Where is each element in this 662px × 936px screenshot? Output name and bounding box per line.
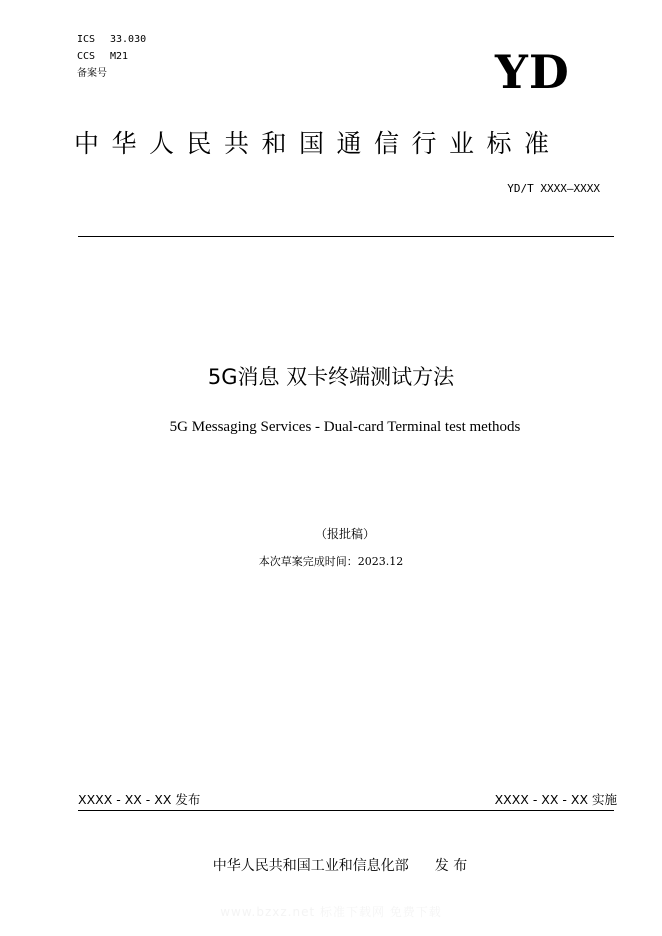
draft-completion-date: 本次草案完成时间：2023.12 bbox=[258, 555, 404, 568]
implement-date: XXXX - XX - XX 实施 bbox=[494, 792, 617, 807]
draft-stage-label: （报批稿） bbox=[314, 527, 375, 541]
bottom-divider bbox=[78, 810, 614, 811]
top-divider bbox=[78, 236, 614, 237]
publish-date: XXXX - XX - XX 发布 bbox=[78, 792, 201, 807]
issuer-name: 中华人民共和国工业和信息化部 bbox=[212, 858, 409, 874]
ccs-value: M21 bbox=[110, 51, 129, 62]
document-title-cn: 5G消息 双卡终端测试方法 bbox=[207, 365, 455, 389]
document-title-en: 5G Messaging Services - Dual-card Terminal test methods bbox=[169, 419, 521, 435]
yd-logo: YD bbox=[495, 45, 570, 99]
ics-row bbox=[77, 31, 146, 48]
ics-value: 33.030 bbox=[110, 34, 147, 45]
standard-category-title: 中华人民共和国通信行业标准 bbox=[74, 129, 562, 158]
record-row bbox=[77, 65, 146, 82]
classification-block bbox=[77, 31, 146, 82]
ccs-row bbox=[77, 48, 146, 65]
standard-number: YD/T XXXX—XXXX bbox=[507, 182, 600, 195]
issuer-line bbox=[0, 855, 662, 877]
watermark-text: www.bzxz.net 标准下载网 免费下载 bbox=[220, 905, 442, 919]
issuer-action: 发 布 bbox=[434, 858, 468, 874]
ccs-label: CCS bbox=[77, 51, 96, 62]
record-label: 备案号 bbox=[77, 68, 107, 79]
ics-label: ICS bbox=[77, 34, 96, 45]
